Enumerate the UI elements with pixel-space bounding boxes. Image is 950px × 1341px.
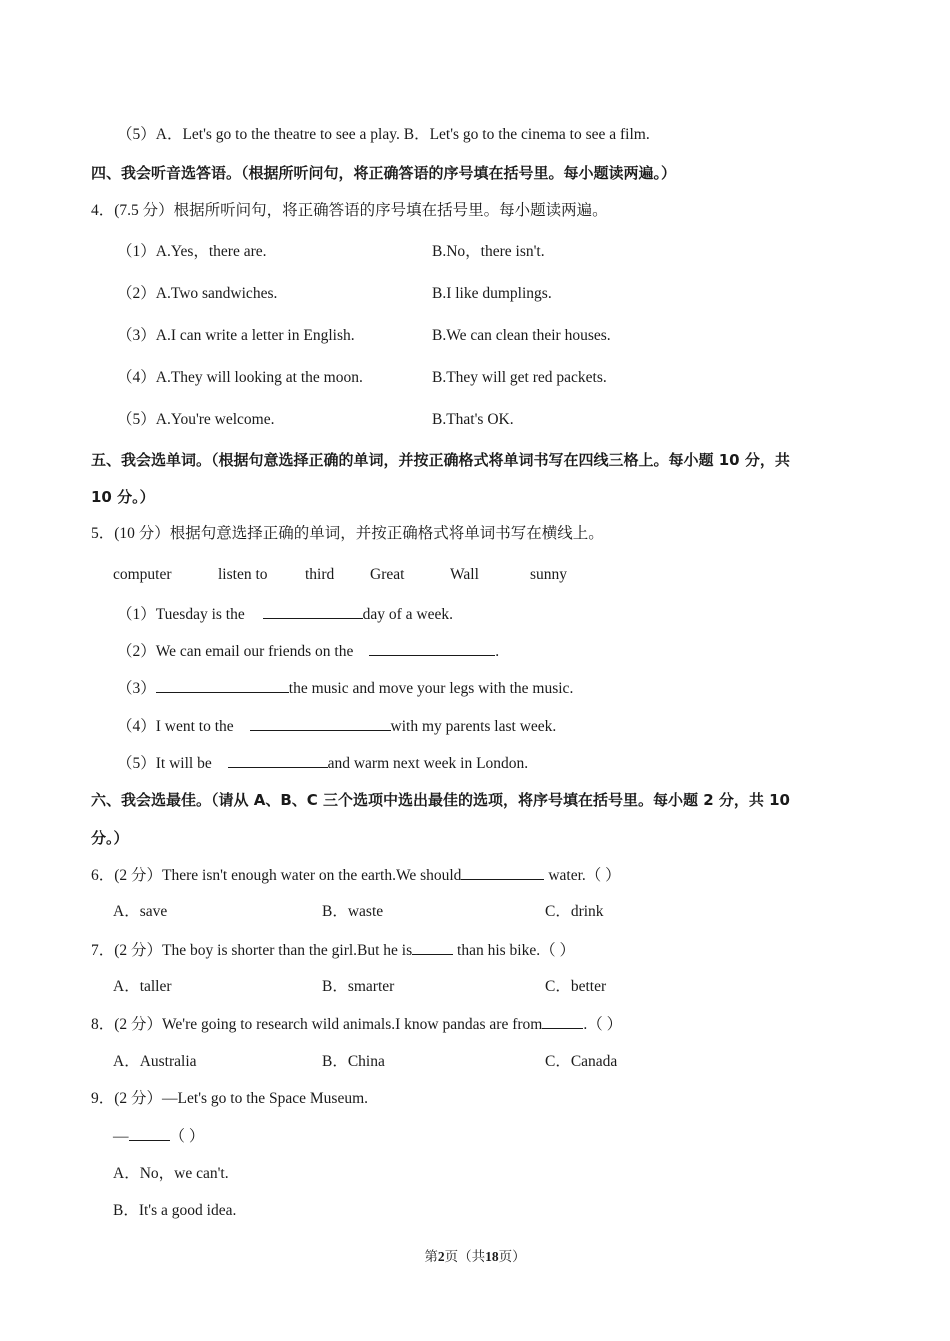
question-text: 6．(2 分）There isn't enough water on the earth.We should xyxy=(91,867,462,884)
answer-blank[interactable] xyxy=(461,865,544,880)
option-b: B.We can clean their houses. xyxy=(432,327,611,344)
answer-blank[interactable] xyxy=(156,678,289,693)
word-bank-item: listen to xyxy=(218,566,268,583)
option-a: （5）A.You're welcome. xyxy=(117,411,275,428)
section-6-heading-cont: 分。） xyxy=(91,829,129,847)
answer-blank[interactable] xyxy=(263,604,363,619)
q6-stem xyxy=(91,865,621,886)
item-text: （4）I went to the xyxy=(117,718,238,735)
word-bank-item: Great xyxy=(370,566,405,583)
page-footer xyxy=(0,1245,950,1265)
total-pages: 18 xyxy=(485,1249,499,1264)
answer-blank[interactable] xyxy=(228,753,328,768)
q9-reply xyxy=(113,1126,204,1147)
question-text: than his bike.（ ） xyxy=(453,942,575,959)
section-5-heading-cont: 10 分。） xyxy=(91,488,155,506)
section-6-heading: 六、我会选最佳。（请从 A、B、C 三个选项中选出最佳的选项，将序号填在括号里。每小题 2 分，共 10 xyxy=(91,791,790,809)
q9-option-a[interactable]: A．No，we can't. xyxy=(113,1165,229,1182)
option-a: （2）A.Two sandwiches. xyxy=(117,285,278,302)
question-text: water.（ ） xyxy=(544,867,621,884)
answer-blank[interactable] xyxy=(412,940,453,955)
q5-item-5 xyxy=(117,753,528,774)
answer-blank[interactable] xyxy=(542,1014,583,1029)
question-text: 8．(2 分）We're going to research wild animals.I know pandas are from xyxy=(91,1016,543,1033)
answer-blank[interactable] xyxy=(250,716,391,731)
q4-stem: 4．(7.5 分）根据所听问句，将正确答语的序号填在括号里。每小题读两遍。 xyxy=(91,202,608,219)
option-b[interactable]: B．waste xyxy=(322,903,384,920)
option-b: B.That's OK. xyxy=(432,411,514,428)
q5-stem: 5．(10 分）根据句意选择正确的单词，并按正确格式将单词书写在横线上。 xyxy=(91,525,604,542)
section-4-heading: 四、我会听音选答语。（根据所听问句，将正确答语的序号填在括号里。每小题读两遍。） xyxy=(91,164,677,182)
question-text: .（ ） xyxy=(583,1016,623,1033)
item-text: （1）Tuesday is the xyxy=(117,606,249,623)
section-5-heading: 五、我会选单词。（根据句意选择正确的单词，并按正确格式将单词书写在四线三格上。每小题 10 分，共 xyxy=(91,451,790,469)
q9-stem: 9．(2 分）—Let's go to the Space Museum. xyxy=(91,1090,369,1107)
option-b: B.I like dumplings. xyxy=(432,285,552,302)
option-c[interactable]: C．better xyxy=(545,978,607,995)
item-text: day of a week. xyxy=(362,606,453,623)
option-b[interactable]: B．China xyxy=(322,1053,385,1070)
word-bank-item: third xyxy=(305,566,335,583)
option-a[interactable]: A．taller xyxy=(113,978,172,995)
option-a: （1）A.Yes，there are. xyxy=(117,243,267,260)
question-text: 7．(2 分）The boy is shorter than the girl.But he is xyxy=(91,942,413,959)
item-text: （2）We can email our friends on the xyxy=(117,643,358,660)
option-b: B.They will get red packets. xyxy=(432,369,607,386)
item-text: with my parents last week. xyxy=(390,718,557,735)
option-c[interactable]: C．Canada xyxy=(545,1053,618,1070)
word-bank-item: Wall xyxy=(450,566,479,583)
option-c[interactable]: C．drink xyxy=(545,903,604,920)
footer-suffix: 页） xyxy=(498,1249,526,1264)
option-a: （3）A.I can write a letter in English. xyxy=(117,327,355,344)
q5-item-1 xyxy=(117,604,453,625)
footer-prefix: 第 xyxy=(424,1249,438,1264)
option-a[interactable]: A．Australia xyxy=(113,1053,197,1070)
reply-dash: — xyxy=(113,1128,129,1145)
item-text: （5）It will be xyxy=(117,755,216,772)
question-text: （ ） xyxy=(169,1128,205,1145)
q5-item-3 xyxy=(117,678,573,699)
q9-option-b[interactable]: B．It's a good idea. xyxy=(113,1202,237,1219)
item-text: the music and move your legs with the music. xyxy=(288,680,574,697)
current-page: 2 xyxy=(437,1249,445,1264)
option-a: （4）A.They will looking at the moon. xyxy=(117,369,363,386)
item-text: （3） xyxy=(117,680,156,697)
footer-mid: 页（共 xyxy=(444,1249,486,1264)
option-b[interactable]: B．smarter xyxy=(322,978,395,995)
option-b: B.No，there isn't. xyxy=(432,243,545,260)
q8-stem xyxy=(91,1014,622,1035)
q7-stem xyxy=(91,940,575,961)
item-text: and warm next week in London. xyxy=(327,755,529,772)
q5-item-4 xyxy=(117,716,556,737)
answer-blank[interactable] xyxy=(369,641,495,656)
answer-blank[interactable] xyxy=(129,1126,170,1141)
q3-item-5: （5）A．Let's go to the theatre to see a play. B．Let's go to the cinema to see a film. xyxy=(117,126,650,143)
word-bank-item: sunny xyxy=(530,566,568,583)
option-a[interactable]: A．save xyxy=(113,903,168,920)
item-text: . xyxy=(495,643,500,660)
q5-item-2 xyxy=(117,641,499,662)
word-bank-item: computer xyxy=(113,566,172,583)
